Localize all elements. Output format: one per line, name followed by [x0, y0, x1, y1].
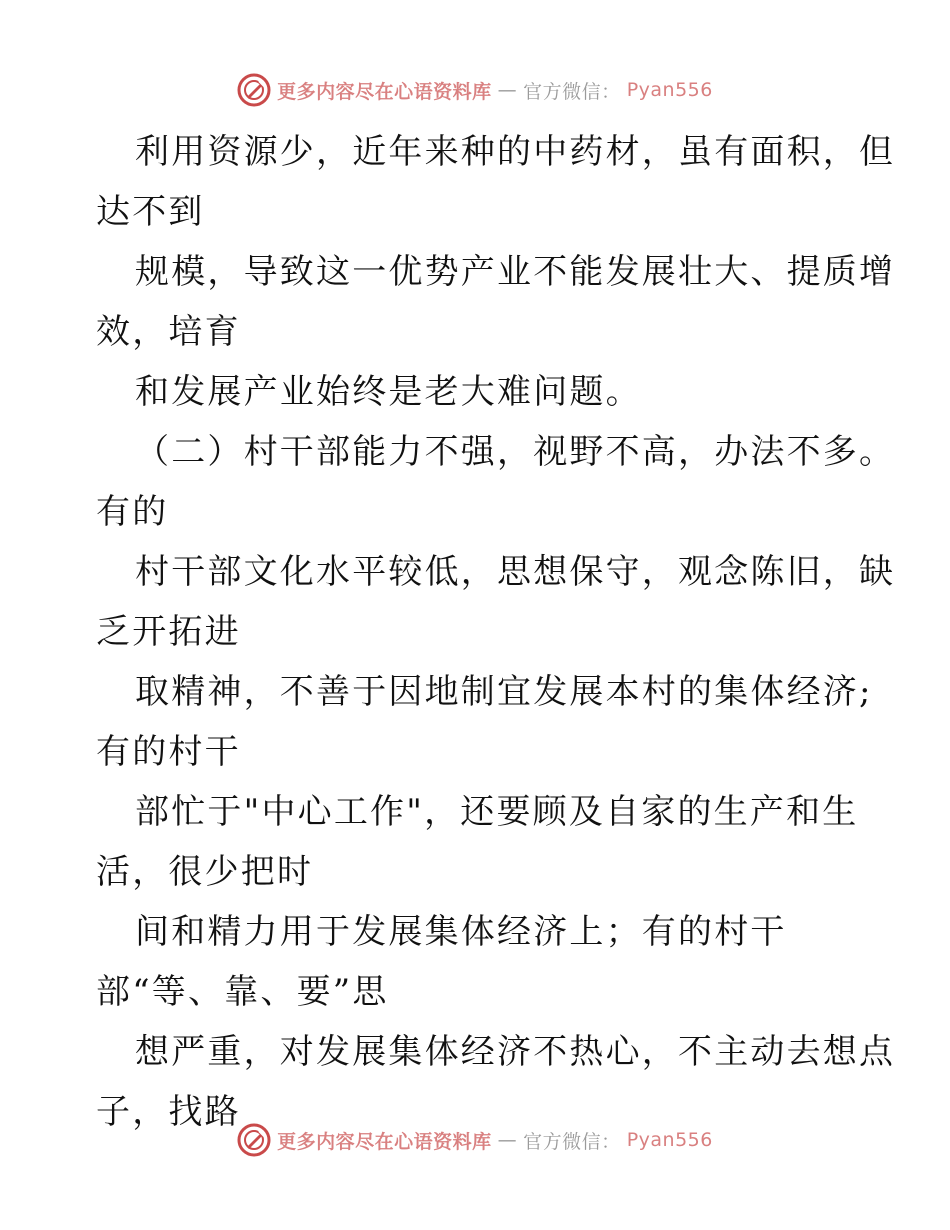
text-line: 想严重，对发展集体经济不热心，不主动去想点 — [135, 1032, 896, 1072]
paragraph — [0, 542, 950, 662]
text-line: 子，找路 — [96, 1092, 241, 1132]
paragraph — [0, 902, 950, 1022]
text-line: 利用资源少，近年来种的中药材，虽有面积，但 — [135, 132, 896, 172]
text-line: 间和精力用于发展集体经济上；有的村干 — [135, 912, 787, 952]
watermark-group — [237, 1123, 713, 1157]
watermark-wechat-label: 官方微信： — [523, 1130, 621, 1153]
watermark-dash: — — [497, 79, 518, 101]
text-line: 村干部文化水平较低，思想保守，观念陈旧，缺 — [135, 552, 896, 592]
text-line: 效，培育 — [96, 312, 241, 352]
paragraph — [0, 422, 950, 542]
paragraph — [0, 122, 950, 242]
text-line: 规模，导致这一优势产业不能发展壮大、提质增 — [135, 252, 896, 292]
text-line: 活，很少把时 — [96, 852, 314, 892]
header-watermark — [0, 70, 950, 110]
text-line: 有的 — [96, 492, 169, 532]
watermark-wechat-id: Pyan556 — [626, 79, 713, 101]
watermark-group — [237, 73, 713, 107]
logo-icon — [237, 73, 271, 107]
watermark-wechat-label: 官方微信： — [523, 80, 621, 103]
text-line: 有的村干 — [96, 732, 241, 772]
watermark-wechat-id: Pyan556 — [626, 1129, 713, 1151]
text-line: （二）村干部能力不强，视野不高，办法不多。 — [135, 432, 896, 472]
text-line: 部“等、靠、要”思 — [96, 972, 389, 1012]
logo-icon — [237, 1123, 271, 1157]
text-line: 和发展产业始终是老大难问题。 — [135, 372, 642, 412]
footer-watermark — [0, 1120, 950, 1160]
paragraph — [0, 362, 950, 422]
paragraph — [0, 242, 950, 362]
document-body — [0, 122, 950, 1142]
paragraph — [0, 662, 950, 782]
paragraph — [0, 782, 950, 902]
watermark-dash: — — [497, 1129, 518, 1151]
text-line: 取精神，不善于因地制宜发展本村的集体经济; — [135, 672, 873, 712]
text-line: 达不到 — [96, 192, 205, 232]
watermark-title: 更多内容尽在心语资料库 — [277, 1130, 492, 1153]
text-line: 乏开拓进 — [96, 612, 241, 652]
text-line: 部忙于"中心工作"，还要顾及自家的生产和生 — [135, 792, 859, 832]
watermark-title: 更多内容尽在心语资料库 — [277, 80, 492, 103]
